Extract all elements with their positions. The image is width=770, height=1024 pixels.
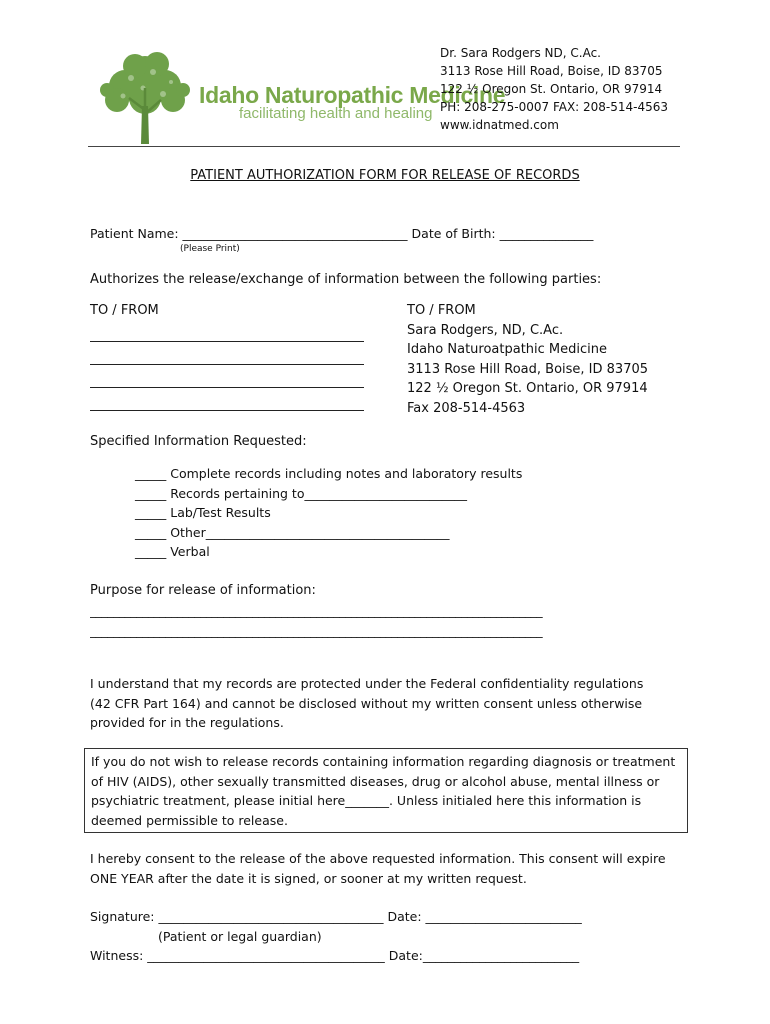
right-party-line: TO / FROM	[407, 303, 476, 318]
party-blank-line[interactable]	[90, 387, 364, 388]
contact-block	[440, 44, 668, 134]
notice-line: deemed permissible to release.	[91, 812, 288, 828]
purpose-lines	[90, 602, 620, 641]
contact-line: PH: 208-275-0007 FAX: 208-514-4563	[440, 100, 669, 114]
consent-line: I hereby consent to the release of the above requested information. This consent will expire	[90, 851, 666, 866]
to-from-left-label: TO / FROM	[90, 303, 159, 318]
header-divider	[88, 146, 680, 147]
specified-item[interactable]: _____ Other_______________________________________	[135, 524, 450, 540]
consent-line: ONE YEAR after the date it is signed, or sooner at my written request.	[90, 870, 527, 886]
purpose-blank-line[interactable]: ______________________________________________________________________________	[90, 604, 543, 618]
party-blank-line[interactable]	[90, 341, 364, 342]
understand-paragraph	[90, 674, 643, 733]
please-print-note: (Please Print)	[180, 244, 240, 254]
right-party-line: 122 ½ Oregon St. Ontario, OR 97914	[407, 381, 648, 396]
understand-line: I understand that my records are protected under the Federal confidentiality regulations	[90, 676, 644, 691]
understand-line: (42 CFR Part 164) and cannot be disclosed without my written consent unless otherwise	[90, 695, 643, 711]
patient-name-line[interactable]: Patient Name: ____________________________________ Date of Birth: _______________	[90, 226, 594, 241]
purpose-blank-line[interactable]: ______________________________________________________________________________	[90, 623, 543, 638]
hiv-notice-box	[84, 748, 688, 833]
form-title: PATIENT AUTHORIZATION FORM FOR RELEASE OF RECORDS	[190, 168, 580, 183]
specified-heading: Specified Information Requested:	[90, 434, 307, 449]
authorizes-text: Authorizes the release/exchange of information between the following parties:	[90, 272, 602, 287]
specified-item[interactable]: _____ Records pertaining to__________________________	[135, 485, 467, 501]
witness-line[interactable]: Witness: ______________________________________ Date:_________________________	[90, 948, 580, 963]
specified-list	[135, 464, 522, 562]
right-party-line: 3113 Rose Hill Road, Boise, ID 83705	[407, 361, 649, 377]
contact-line: Dr. Sara Rodgers ND, C.Ac.	[440, 46, 601, 60]
specified-item[interactable]: _____ Verbal	[135, 544, 210, 559]
party-blank-line[interactable]	[90, 364, 364, 365]
right-party-block	[407, 301, 648, 418]
signature-line[interactable]: Signature: ____________________________________ Date: _________________________	[90, 909, 582, 924]
notice-line: If you do not wish to release records containing information regarding diagnosis or treatment	[91, 754, 676, 769]
notice-line: of HIV (AIDS), other sexually transmitted diseases, drug or alcohol abuse, mental illness or	[91, 773, 660, 789]
right-party-line: Fax 208-514-4563	[407, 400, 526, 416]
consent-paragraph	[90, 849, 666, 888]
purpose-heading: Purpose for release of information:	[90, 583, 316, 598]
specified-item[interactable]: _____ Lab/Test Results	[135, 505, 271, 520]
notice-line[interactable]: psychiatric treatment, please initial here_______. Unless initialed here this information is	[91, 793, 642, 808]
logo-name: Idaho Naturopathic Medicine	[199, 82, 506, 108]
contact-line: 3113 Rose Hill Road, Boise, ID 83705	[440, 64, 663, 78]
contact-line: www.idnatmed.com	[440, 118, 559, 132]
party-blank-line[interactable]	[90, 410, 364, 411]
tree-icon	[95, 48, 195, 148]
contact-line: 122 ½ Oregon St. Ontario, OR 97914	[440, 82, 663, 96]
logo-tagline: facilitating health and healing	[239, 105, 433, 122]
right-party-line: Sara Rodgers, ND, C.Ac.	[407, 322, 564, 338]
specified-item[interactable]: _____ Complete records including notes and laboratory results	[135, 466, 523, 481]
understand-line: provided for in the regulations.	[90, 715, 284, 730]
guardian-note: (Patient or legal guardian)	[158, 929, 322, 944]
right-party-line: Idaho Naturoatpathic Medicine	[407, 342, 608, 357]
